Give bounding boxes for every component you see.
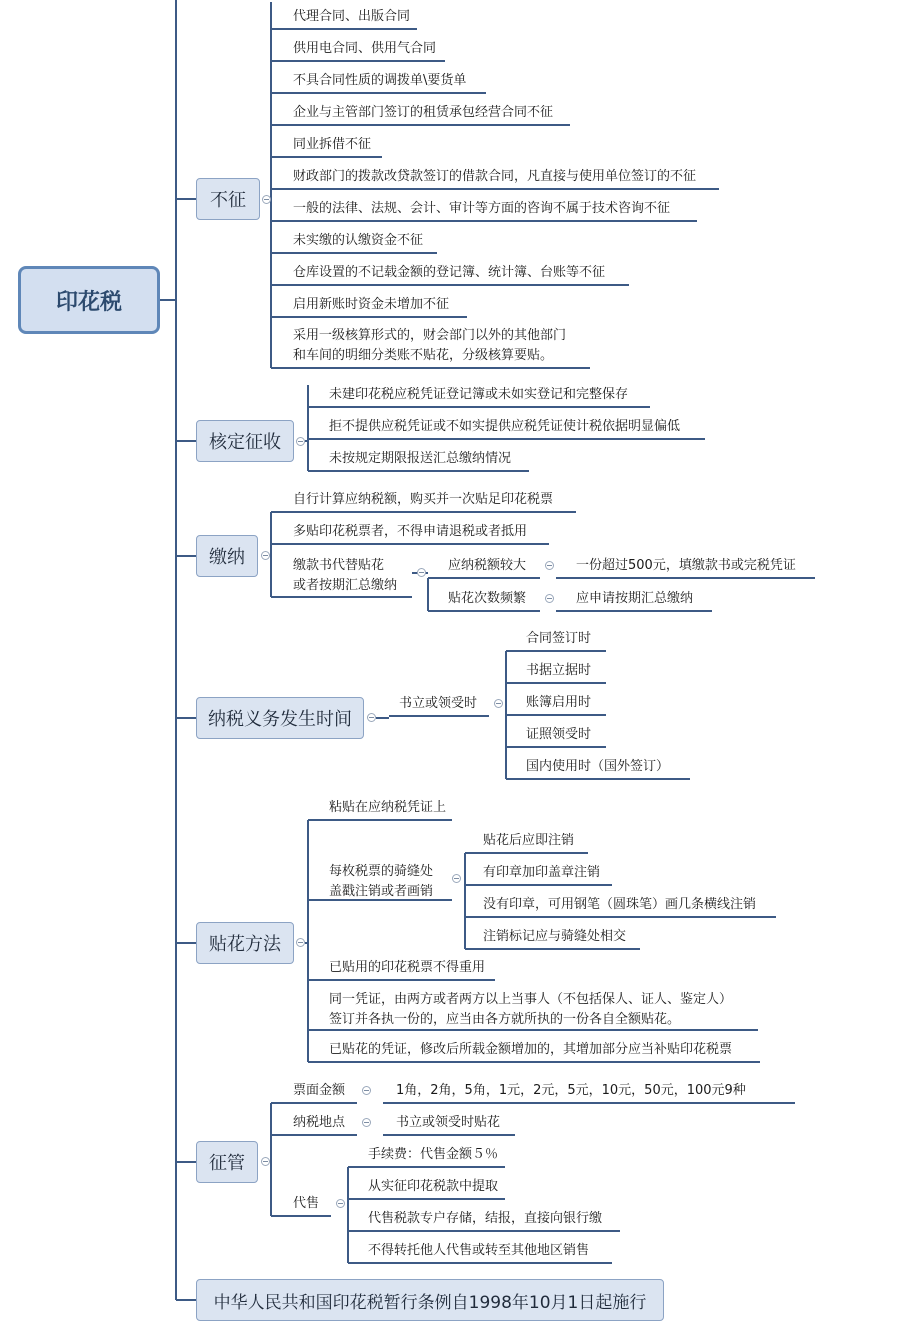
collapse-icon[interactable] — [452, 874, 461, 883]
leaf-jiaona-0: 自行计算应纳税额，购买并一次贴足印花税票 — [293, 492, 554, 507]
collapse-icon[interactable] — [261, 1157, 270, 1166]
leaf-zhengguan-0-detail: 1角，2角，5角，1元，2元，5元，10元，50元，100元9种 — [396, 1083, 746, 1098]
leaf-heding-1: 拒不提供应税凭证或不如实提供应税凭证使计税依据明显偏低 — [329, 419, 681, 434]
leaf-zhengguan-sub-1: 从实征印花税款中提取 — [368, 1179, 499, 1194]
leaf-jiaona-sub-1: 贴花次数频繁 — [448, 591, 527, 606]
leaf-buzheng-9: 启用新账时资金未增加不征 — [293, 297, 450, 312]
leaf-shijian-3: 证照领受时 — [526, 727, 592, 742]
leaf-shijian-1: 书据立据时 — [526, 663, 592, 678]
collapse-icon[interactable] — [494, 699, 503, 708]
leaf-zhengguan-1: 纳税地点 — [293, 1115, 346, 1130]
leaf-tiehua-2: 已贴用的印花税票不得重用 — [329, 960, 486, 975]
collapse-icon[interactable] — [296, 437, 305, 446]
leaf-zhengguan-sub-0: 手续费：代售金额５％ — [368, 1147, 499, 1162]
leaf-tiehua-sub-0: 贴花后应即注销 — [483, 833, 575, 848]
leaf-zhengguan-sub-2: 代售税款专户存储，结报，直接向银行缴 — [368, 1211, 603, 1226]
leaf-shijian-mid: 书立或领受时 — [399, 696, 478, 711]
collapse-icon[interactable] — [417, 568, 426, 577]
collapse-icon[interactable] — [362, 1118, 371, 1127]
leaf-jiaona-1: 多贴印花税票者，不得申请退税或者抵用 — [293, 524, 528, 539]
collapse-icon[interactable] — [261, 551, 270, 560]
collapse-icon[interactable] — [336, 1199, 345, 1208]
leaf-zhengguan-0: 票面金额 — [293, 1083, 346, 1098]
branch-zhengguan[interactable]: 征管 — [196, 1141, 258, 1183]
leaf-heding-0: 未建印花税应税凭证登记簿或未如实登记和完整保存 — [329, 387, 629, 402]
leaf-jiaona-2: 缴款书代替贴花 或者按期汇总缴纳 — [293, 558, 398, 593]
leaf-buzheng-1: 供用电合同、供用气合同 — [293, 41, 437, 56]
leaf-tiehua-3: 同一凭证，由两方或者两方以上当事人（不包括保人、证人、鉴定人） 签订并各执一份的，应当由各方就所执的一份各自全额贴花。 — [329, 992, 733, 1027]
leaf-tiehua-4: 已贴花的凭证，修改后所载金额增加的，其增加部分应当补贴印花税票 — [329, 1042, 733, 1057]
leaf-tiehua-sub-2: 没有印章，可用钢笔（圆珠笔）画几条横线注销 — [483, 897, 757, 912]
leaf-buzheng-10: 采用一级核算形式的，财会部门以外的其他部门 和车间的明细分类账不贴花，分级核算要贴。 — [293, 328, 567, 363]
collapse-icon[interactable] — [296, 938, 305, 947]
leaf-zhengguan-2: 代售 — [293, 1196, 320, 1211]
leaf-jiaona-sub-1-detail: 应申请按期汇总缴纳 — [576, 591, 694, 606]
leaf-buzheng-5: 财政部门的拨款改贷款签订的借款合同，凡直接与使用单位签订的不征 — [293, 169, 697, 184]
branch-tiehua[interactable]: 贴花方法 — [196, 922, 294, 964]
leaf-shijian-4: 国内使用时（国外签订） — [526, 759, 670, 774]
collapse-icon[interactable] — [545, 561, 554, 570]
leaf-buzheng-8: 仓库设置的不记载金额的登记簿、统计簿、台账等不征 — [293, 265, 606, 280]
branch-hedingzhengshou[interactable]: 核定征收 — [196, 420, 294, 462]
leaf-jiaona-sub-0: 应纳税额较大 — [448, 558, 527, 573]
leaf-zhengguan-1-detail: 书立或领受时贴花 — [396, 1115, 501, 1130]
leaf-buzheng-0: 代理合同、出版合同 — [293, 9, 411, 24]
collapse-icon[interactable] — [545, 594, 554, 603]
collapse-icon[interactable] — [262, 195, 271, 204]
branch-shijian[interactable]: 纳税义务发生时间 — [196, 697, 364, 739]
leaf-zhengguan-sub-3: 不得转托他人代售或转至其他地区销售 — [368, 1243, 590, 1258]
root-node[interactable]: 印花税 — [18, 266, 160, 334]
leaf-tiehua-0: 粘贴在应纳税凭证上 — [329, 800, 447, 815]
leaf-buzheng-2: 不具合同性质的调拨单\要货单 — [293, 73, 467, 88]
leaf-buzheng-6: 一般的法律、法规、会计、审计等方面的咨询不属于技术咨询不征 — [293, 201, 671, 216]
collapse-icon[interactable] — [367, 713, 376, 722]
leaf-tiehua-1: 每枚税票的骑缝处 盖戳注销或者画销 — [329, 864, 434, 899]
branch-jiaona[interactable]: 缴纳 — [196, 535, 258, 577]
collapse-icon[interactable] — [362, 1086, 371, 1095]
leaf-tiehua-sub-1: 有印章加印盖章注销 — [483, 865, 601, 880]
leaf-shijian-2: 账簿启用时 — [526, 695, 592, 710]
leaf-buzheng-4: 同业拆借不征 — [293, 137, 372, 152]
leaf-buzheng-3: 企业与主管部门签订的租赁承包经营合同不征 — [293, 105, 554, 120]
branch-buzheng[interactable]: 不征 — [196, 178, 260, 220]
leaf-heding-2: 未按规定期限报送汇总缴纳情况 — [329, 451, 512, 466]
leaf-tiehua-sub-3: 注销标记应与骑缝处相交 — [483, 929, 627, 944]
leaf-jiaona-sub-0-detail: 一份超过500元，填缴款书或完税凭证 — [576, 558, 796, 573]
leaf-buzheng-7: 未实缴的认缴资金不征 — [293, 233, 424, 248]
leaf-shijian-0: 合同签订时 — [526, 631, 592, 646]
branch-shixing[interactable]: 中华人民共和国印花税暂行条例自1998年10月1日起施行 — [196, 1279, 664, 1321]
